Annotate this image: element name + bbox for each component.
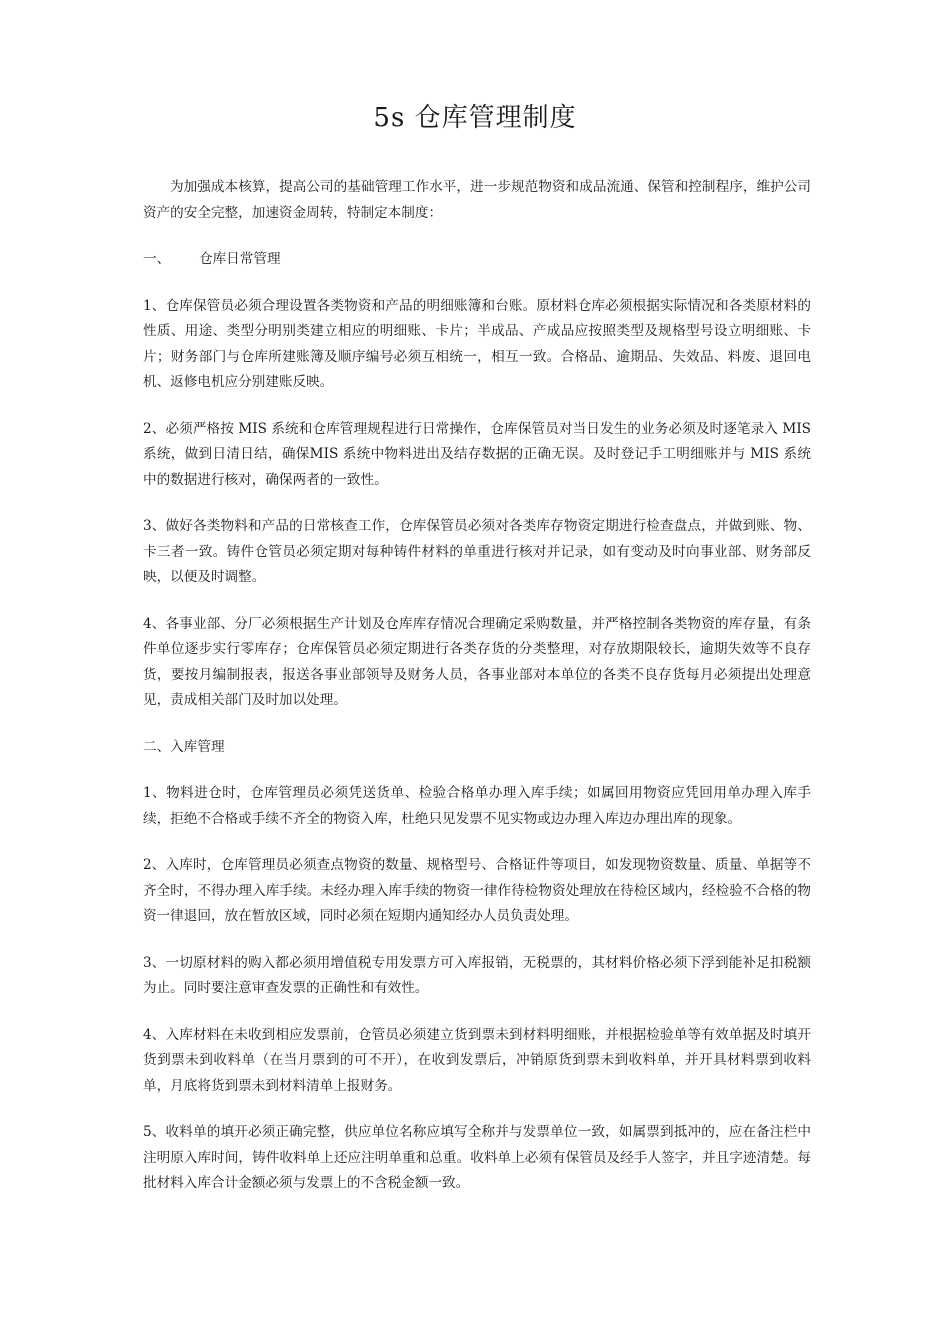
section-1-title: 仓库日常管理: [199, 251, 281, 267]
document-body: [143, 175, 811, 1218]
intro-paragraph: 为加强成本核算，提高公司的基础管理工作水平，进一步规范物资和成品流通、保管和控制程序，维护公司资产的安全完整，加速资金周转，特制定本制度：: [143, 179, 811, 221]
section-1-item-4: 4、各事业部、分厂必须根据生产计划及仓库库存情况合理确定采购数量，并严格控制各类物资的库存量，有条件单位逐步实行零库存；仓库保管员必须定期进行各类存货的分类整理，对存放期限较长，逾期失效等不良存货，要按月编制报表，报送各事业部领导及财务人员，各事业部对本单位的各类不良存货每月必须提出处理意见，责成相关部门及时加以处理。: [143, 615, 811, 708]
section-2-item-3: 3、一切原材料的购入都必须用增值税专用发票方可入库报销，无税票的，其材料价格必须下浮到能补足扣税额为止。同时要注意审查发票的正确性和有效性。: [143, 954, 811, 996]
section-1-item-3: 3、做好各类物料和产品的日常核查工作，仓库保管员必须对各类库存物资定期进行检查盘点，并做到账、物、卡三者一致。铸件仓管员必须定期对每种铸件材料的单重进行核对并记录，如有变动及时向事业部、财务部反映，以便及时调整。: [143, 518, 811, 585]
section-2-item-1: 1、物料进仓时，仓库管理员必须凭送货单、检验合格单办理入库手续；如属回用物资应凭回用单办理入库手续，拒绝不合格或手续不齐全的物资入库，杜绝只见发票不见实物或边办理入库边办理出库的现象。: [143, 785, 811, 827]
section-2-item-4: 4、入库材料在未收到相应发票前，仓管员必须建立货到票未到材料明细账，并根据检验单等有效单据及时填开货到票未到收料单（在当月票到的可不开），在收到发票后，冲销原货到票未到收料单，并开具材料票到收料单，月底将货到票未到材料清单上报财务。: [143, 1026, 811, 1094]
section-1-heading: [143, 247, 811, 273]
section-2-item-2: 2、入库时，仓库管理员必须查点物资的数量、规格型号、合格证件等项目，如发现物资数量、质量、单据等不齐全时，不得办理入库手续。未经办理入库手续的物资一律作待检物资处理放在待检区域内，经检验不合格的物资一律退回，放在暂放区域，同时必须在短期内通知经办人员负责处理。: [143, 857, 811, 924]
section-2-item-5: 5、收料单的填开必须正确完整，供应单位名称应填写全称并与发票单位一致，如属票到抵冲的，应在备注栏中注明原入库时间，铸件收料单上还应注明单重和总重。收料单上必须有保管员及经手人签字，并且字迹清楚。每批材料入库合计金额必须与发票上的不含税金额一致。: [143, 1124, 811, 1191]
section-2-heading: 二、入库管理: [143, 738, 225, 755]
section-1-item-2: 2、必须严格按 MIS 系统和仓库管理规程进行日常操作，仓库保管员对当日发生的业务必须及时逐笔录入 MIS 系统，做到日清日结，确保MIS 系统中物料进出及结存数据的正确无误。及时登记手工明细账并与 MIS 系统中的数据进行核对，确保两者的一致性。: [143, 420, 811, 488]
section-1-item-1: 1、仓库保管员必须合理设置各类物资和产品的明细账簿和台账。原材料仓库必须根据实际情况和各类原材料的性质、用途、类型分明别类建立相应的明细账、卡片；半成品、产成品应按照类型及规格型号设立明细账、卡片；财务部门与仓库所建账簿及顺序编号必须互相统一，相互一致。合格品、逾期品、失效品、料废、退回电机、返修电机应分别建账反映。: [143, 297, 811, 390]
section-1-number: 一、: [143, 251, 171, 267]
document-title: 5s 仓库管理制度: [373, 103, 577, 133]
